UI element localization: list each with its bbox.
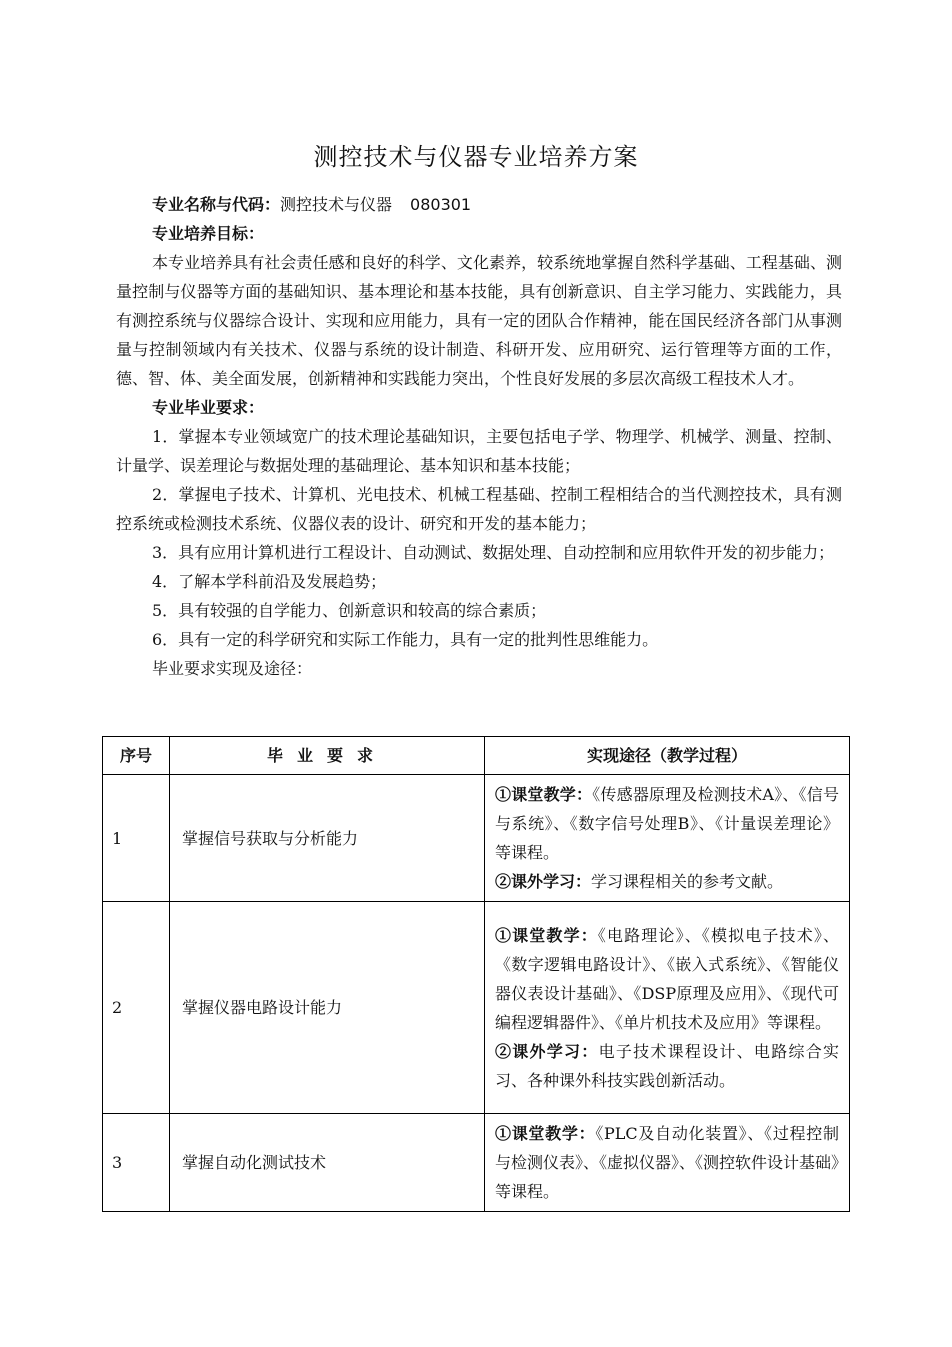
classroom-label: ①课堂教学： [495, 1124, 596, 1143]
requirement-item: 2．掌握电子技术、计算机、光电技术、机械工程基础、控制工程相结合的当代测控技术，具有测控系统或检测技术系统、仪器仪表的设计、研究和开发的基本能力； [116, 485, 842, 533]
table-row [103, 1114, 850, 1212]
table-header-row [103, 737, 850, 775]
classroom-text: 《电路理论》、《模拟电子技术》、《数字逻辑电路设计》、《嵌入式系统》、《智能仪器仪表设计基础》、《DSP原理及应用》、《现代可编程逻辑器件》、《单片机技术及应用》等课程。 [495, 925, 839, 1032]
requirement-item: 3．具有应用计算机进行工程设计、自动测试、数据处理、自动控制和应用软件开发的初步能力； [152, 543, 835, 562]
row-requirement: 掌握仪器电路设计能力 [170, 902, 485, 1114]
row-no: 2 [103, 902, 170, 1114]
header-path: 实现途径（教学过程） [485, 737, 850, 775]
page-title: 测控技术与仪器专业培养方案 [313, 143, 639, 171]
classroom-label: ①课堂教学： [495, 925, 598, 945]
header-no: 序号 [103, 737, 170, 775]
extracurricular-line [495, 867, 839, 896]
row-path [485, 1114, 850, 1212]
requirement-item: 4．了解本学科前沿及发展趋势； [152, 572, 387, 591]
requirement-item: 6．具有一定的科学研究和实际工作能力，具有一定的批判性思维能力。 [152, 630, 659, 649]
major-name: 测控技术与仪器 [280, 195, 393, 214]
major-code: 080301 [410, 195, 472, 214]
major-label: 专业名称与代码： [152, 195, 281, 214]
row-path [485, 775, 850, 902]
extracurricular-line [495, 1037, 839, 1095]
requirement-item: 5．具有较强的自学能力、创新意识和较高的综合素质； [152, 601, 547, 620]
goal-heading: 专业培养目标： [152, 224, 265, 243]
path-intro: 毕业要求实现及途径： [152, 659, 313, 678]
extracurricular-label: ②课外学习： [495, 1041, 599, 1061]
requirement-item: 1．掌握本专业领域宽广的技术理论基础知识，主要包括电子学、物理学、机械学、测量、控制、计量学、误差理论与数据处理的基础理论、基本知识和基本技能； [116, 427, 842, 475]
extracurricular-label: ②课外学习： [495, 872, 592, 891]
table-row [103, 775, 850, 902]
row-requirement: 掌握信号获取与分析能力 [170, 775, 485, 902]
row-requirement: 掌握自动化测试技术 [170, 1114, 485, 1212]
extracurricular-text: 电子技术课程设计、电路综合实习、各种课外科技实践创新活动。 [495, 1041, 839, 1090]
classroom-line [495, 1119, 839, 1206]
classroom-line [495, 921, 839, 1037]
classroom-text: 《PLC及自动化装置》、《过程控制与检测仪表》、《虚拟仪器》、《测控软件设计基础》等课程。 [495, 1124, 840, 1201]
document-body [116, 190, 842, 683]
header-requirement-text: 毕业要求 [266, 746, 387, 765]
header-requirement [170, 737, 485, 775]
goal-paragraph: 本专业培养具有社会责任感和良好的科学、文化素养，较系统地掌握自然科学基础、工程基础、测量控制与仪器等方面的基础知识、基本理论和基本技能，具有创新意识、自主学习能力、实践能力，具有测控系统与仪器综合设计、实现和应用能力，具有一定的团队合作精神，能在国民经济各部门从事测量与控制领域内有关技术、仪器与系统的设计制造、科研开发、应用研究、运行管理等方面的工作，德、智、体、美全面发展，创新精神和实践能力突出，个性良好发展的多层次高级工程技术人才。 [116, 253, 842, 388]
row-no: 3 [103, 1114, 170, 1212]
extracurricular-text: 学习课程相关的参考文献。 [591, 872, 784, 891]
row-no: 1 [103, 775, 170, 902]
classroom-text: 《传感器原理及检测技术A》、《信号与系统》、《数字信号处理B》、《计量误差理论》等课程。 [495, 785, 839, 862]
requirements-table [102, 736, 850, 1212]
table-row [103, 902, 850, 1114]
classroom-label: ①课堂教学： [495, 785, 593, 804]
row-path [485, 902, 850, 1114]
major-line [116, 190, 842, 219]
classroom-line [495, 780, 839, 867]
requirements-heading: 专业毕业要求： [152, 398, 265, 417]
